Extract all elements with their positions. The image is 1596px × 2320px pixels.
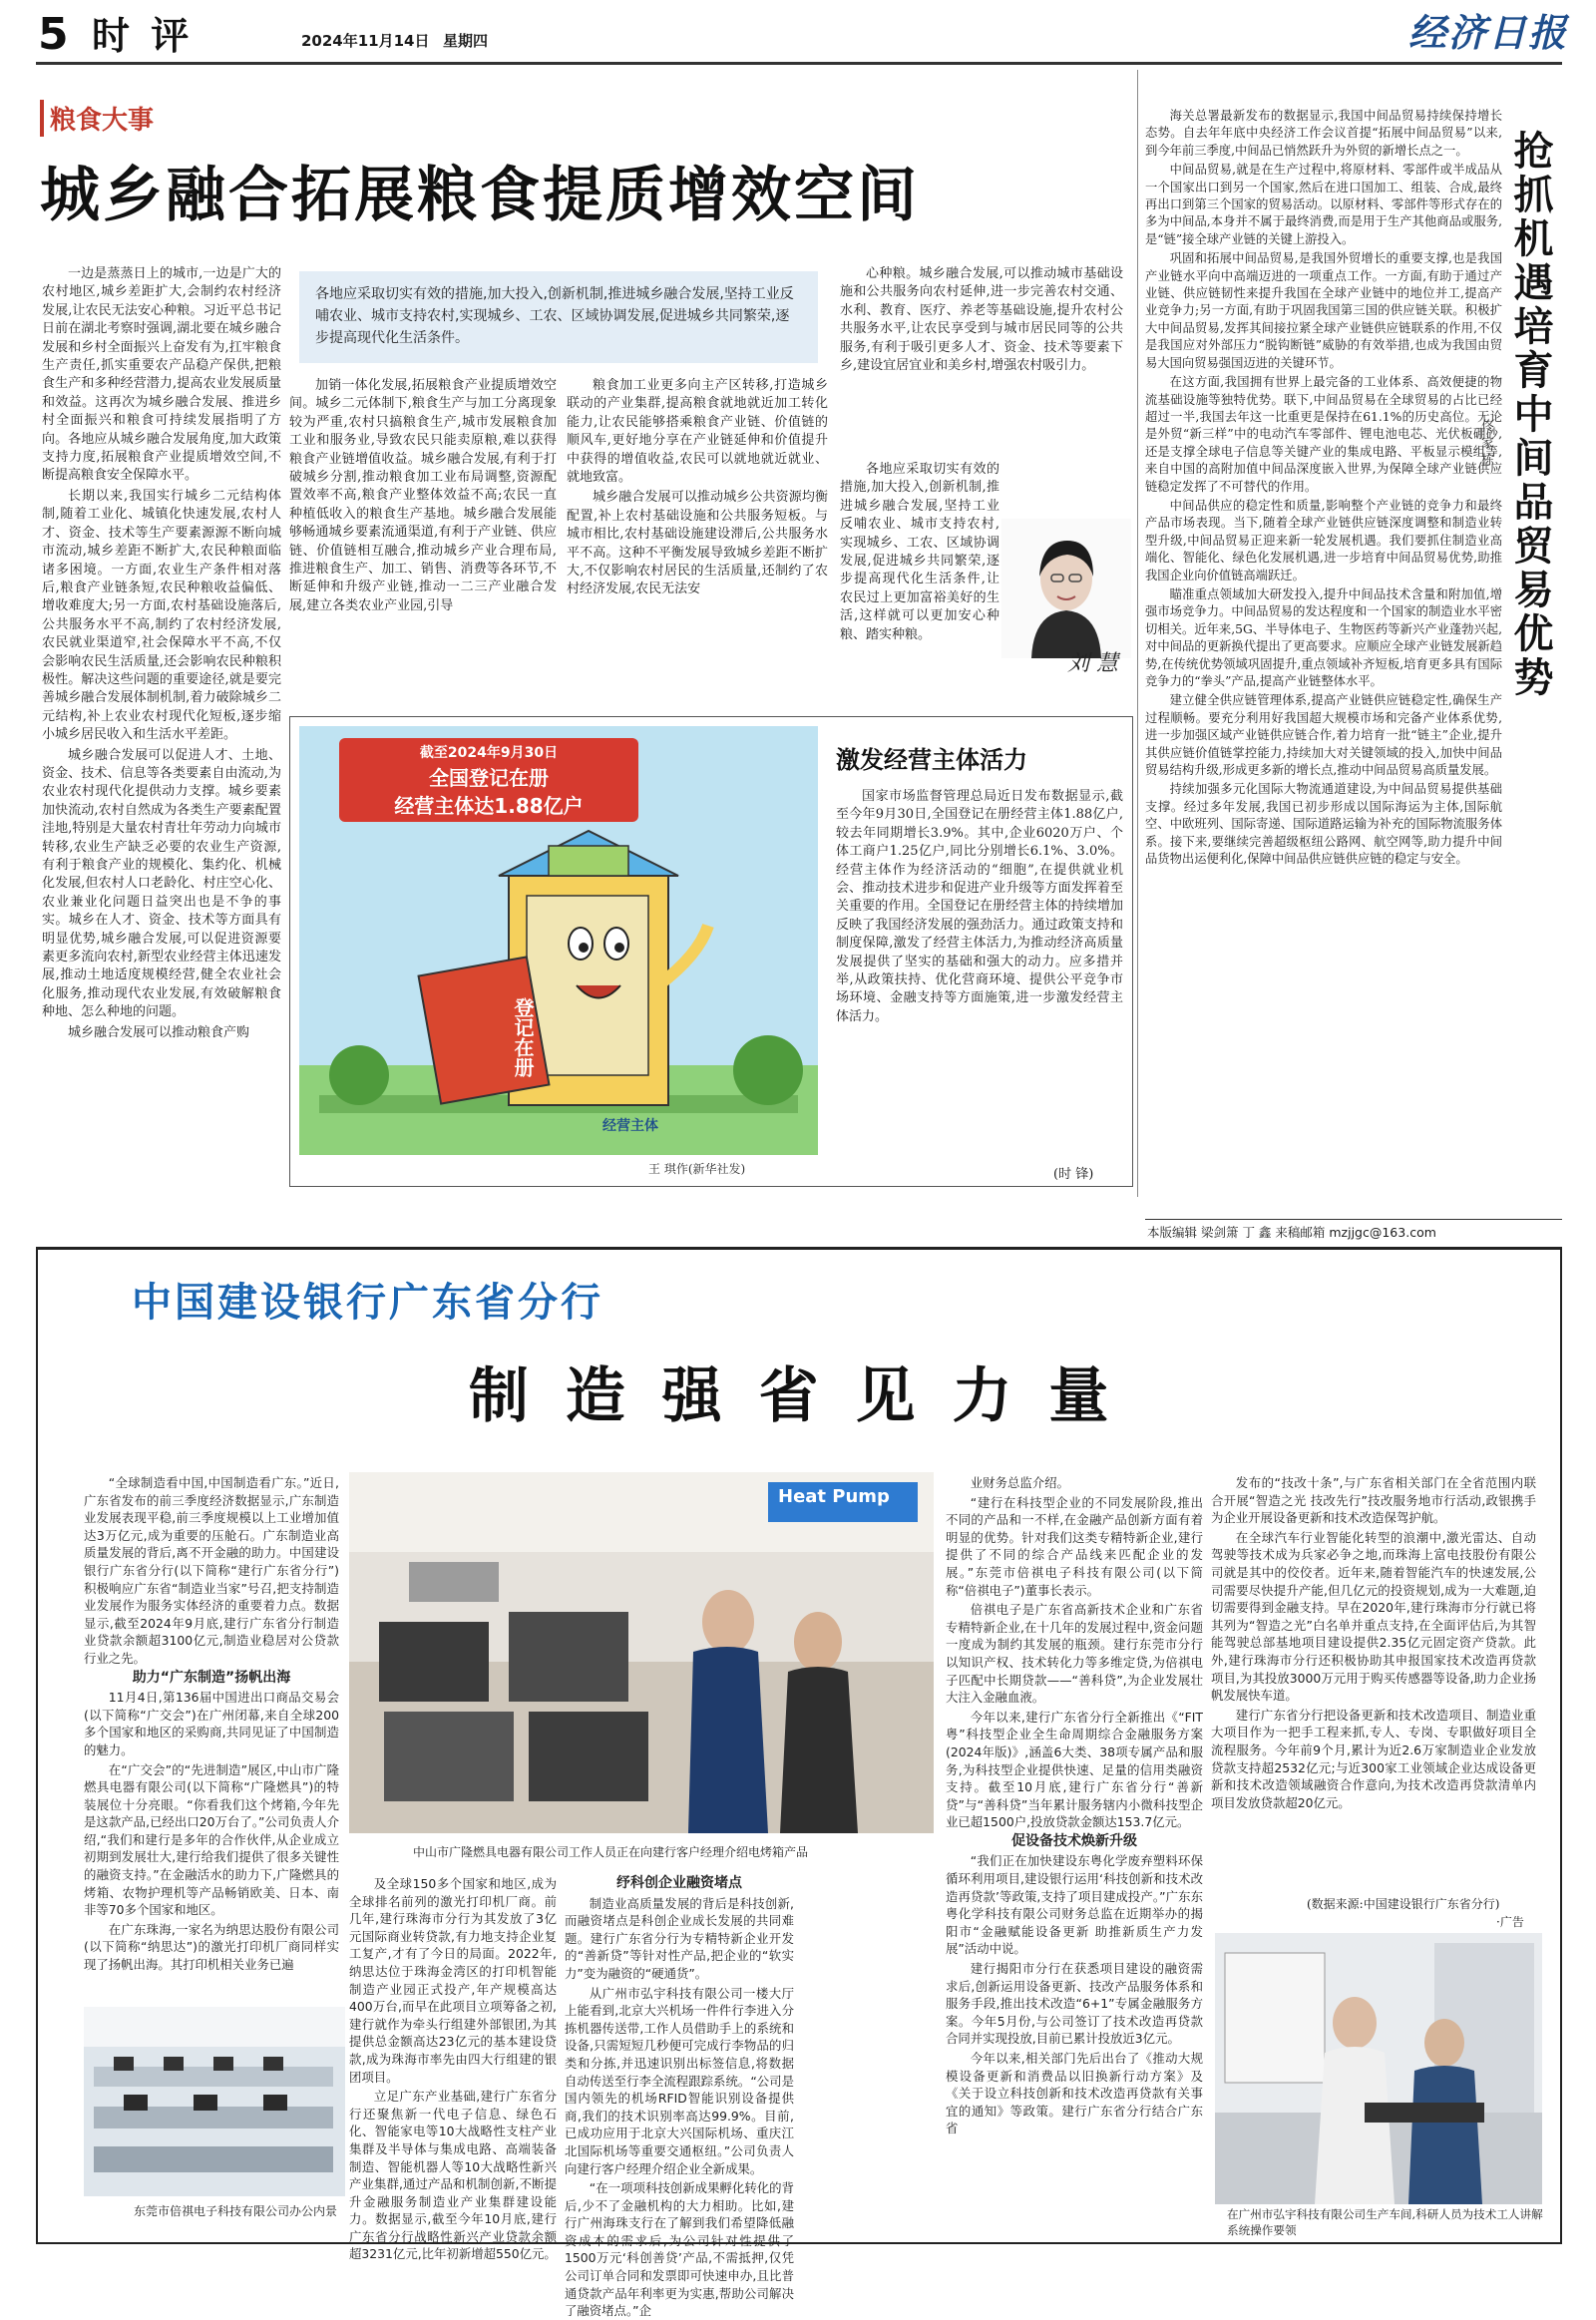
paragraph: 瞄准重点领域加大研发投入,提升中间品技术含量和附加值,增强市场竞争力。中间品贸易的发达程度和一个国家的制造业水平密切相关。近年来,5G、半导体电子、生物医药等新兴产业蓬勃兴起,对中间品的更新换代提出了更高要求。应顺应全球产业链发展新趋势,在传统优势领域巩固提升,重点领域补齐短板,培育更多具有国际竞争力的“拳头”产品,提高产业链整体水平。 bbox=[1145, 586, 1502, 688]
paragraph: 建行广东省分行把设备更新和技术改造项目、制造业重大项目作为一把手工程来抓,专人、专岗、专职做好项目全流程服务。今年前9个月,累计为近2.6万家制造业企业发放贷款支持超2532亿元;与近300家工业领域企业达成设备更新和技术改造领域融资合作意向,为技术改造再贷款清单内项目发放贷款超20亿元。 bbox=[1211, 1707, 1536, 1810]
paragraph: 海关总署最新发布的数据显示,我国中间品贸易持续保持增长态势。自去年年底中央经济工作会议首提“拓展中间品贸易”以来,到今年前三季度,中间品已悄然跃升为外贸的新增长点之一。 bbox=[1145, 109, 1502, 158]
ad-headline: 制 造 强 省 见 力 量 bbox=[469, 1361, 1117, 1431]
ad-frame-left bbox=[36, 1247, 38, 2244]
paragraph: 持续加强多元化国际大物流通道建设,为中间品贸易提供基础支撑。经过多年发展,我国已初步形成以国际海运为主体,国际航空、中欧班列、国际寄递、国际道路运输为补充的国际物流服务体系。接下来,要继续完善超级枢纽公路网、航空网等,助力提升中间品货物出运便利化,保障中间品供应链供应链的稳定与安全。 bbox=[1145, 782, 1502, 867]
photo-trade-fair-caption: 中山市广隆燃具电器有限公司工作人员正在向建行客户经理介绍电烤箱产品 bbox=[413, 1845, 809, 1859]
editors-rule bbox=[1145, 1219, 1562, 1220]
photo-trade-fair bbox=[349, 1472, 934, 1833]
lede-box bbox=[299, 271, 818, 363]
cartoon-banner-line2: 全国登记在册 bbox=[429, 766, 549, 790]
paragraph: “在一项项科技创新成果孵化转化的背后,少不了金融机构的大力相助。比如,建行广州海珠支行在了解到我们希望降低融资成本的需求后,为公司针对性提供了1500万元‘科创善贷’产品,不需抵押,仅凭公司订单合同和发票即可快速申办,且比普通贷款产品年利率更为实惠,帮助公司解决了融资堵点。”企 bbox=[565, 2180, 794, 2319]
paragraph: 建立健全供应链管理体系,提高产业链供应链稳定性,确保生产过程顺畅。要充分利用好我国超大规模市场和完备产业体系优势,进一步加强区域产业链供应链合作,着力培育一批“链主”企业,提升其供应链价值链掌控能力,持续加大对关键领域的投入,加快中间品贸易结构升级,形成更多新的增长点,推动中间品贸易高质量发展。 bbox=[1145, 693, 1502, 778]
paragraph: 加销一体化发展,拓展粮食产业提质增效空间。城乡二元体制下,粮食生产与加工分离现象较为严重,农村只搞粮食生产,城市发展粮食加工业和服务业,导致农民只能卖原粮,难以获得粮食产业链增值收益。城乡融合发展,有利于打破城乡分割,推动粮食加工业布局调整,资源配置效率不高,粮食产业整体效益不高;农民一直种植低收入的粮食生产基地。城乡融合发展能够畅通城乡要素流通渠道,有利于产业链、供应链、价值链相互融合,推动城乡产业合理布局,推进粮食生产、加工、销售、消费等各环节,不断延伸和升级产业链,推动一二三产业融合发展,建立各类农业产业园,引导 bbox=[289, 378, 557, 613]
top-headline: 城乡融合拓展粮食提质增效空间 bbox=[40, 161, 920, 230]
ad-mark: ·广告 bbox=[1496, 1915, 1524, 1929]
cartoon-banner-line3: 经营主体达1.88亿户 bbox=[394, 794, 584, 818]
paragraph: 建行揭阳市分行在获悉项目建设的融资需求后,创新运用设备更新、技改产品服务体系和服务手段,推出技术改造“6+1”专属金融服务方案。今年5月份,与公司签订了技术改造再贷款合同并实现投放,目前已累计投放近3亿元。 bbox=[946, 1961, 1203, 2047]
side-author: 佟 家 栋 bbox=[1478, 419, 1493, 467]
paragraph: 在全球汽车行业智能化转型的浪潮中,激光雷达、自动驾驶等技术成为兵家必争之地,而珠海上富电技股份有限公司就是其中的佼佼者。近年来,随着智能汽车的快速发展,公司需要尽快提升产能,但几亿元的投资规划,成为一大难题,迫切需要得到金融支持。早在2020年,建行珠海市分行就已将其列为“智造之光”白名单并重点支持,在全面评估后,为其智能驾驶总部基地项目建设提供2.35亿元固定资产贷款。此外,建行珠海市分行还积极协助其申报国家技术改造再贷款项目,为其投放3000万元用于购买传感器等设备,助力企业扬帆发展快车道。 bbox=[1211, 1529, 1536, 1704]
subhead-tech-finance: 纾科创企业融资堵点 bbox=[616, 1875, 742, 1891]
paragraph: 今年以来,建行广东省分行全新推出《“FIT粤”科技型企业全生命周期综合金融服务方案(2024年版)》,涵盖6大类、38项专属产品和服务,为科技型企业提供快速、足量的信用类融资支持。截至10月底,建行广东省分行“善新贷”与“善科贷”当年累计服务辖内小微科技型企业已超1500户,投放贷款金额达153.7亿元。 bbox=[946, 1709, 1203, 1830]
author-portrait bbox=[1001, 519, 1131, 658]
side-headline: 抢抓机遇培育中间品贸易优势 bbox=[1507, 130, 1553, 700]
ad-frame-bottom bbox=[36, 2242, 1562, 2244]
feature-text bbox=[836, 788, 1123, 1147]
paragraph: 业财务总监介绍。 bbox=[970, 1475, 1069, 1490]
cartoon-credit: 王 琪作(新华社发) bbox=[648, 1162, 746, 1176]
cartoon-banner-line1: 截至2024年9月30日 bbox=[419, 745, 559, 761]
top-article-col4 bbox=[840, 265, 1123, 385]
paragraph: 发布的“技改十条”,与广东省相关部门在全省范围内联合开展“智造之光 技改先行”技改服务地市行活动,政银携手为企业开展设备更新和技术改造保驾护航。 bbox=[1211, 1475, 1536, 1526]
issue-weekday: 星期四 bbox=[443, 32, 489, 50]
paragraph: 立足广东产业基础,建行广东省分行还聚焦新一代电子信息、绿色石化、智能家电等10大战略性支柱产业集群及半导体与集成电路、高端装备制造、智能机器人等10大战略性新兴产业集群,通过产品和机制创新,不断提升金融服务制造业产业集群建设能力。数据显示,截至今年10月底,建行广东省分行战略性新兴产业贷款余额超3231亿元,比年初新增超550亿元。 bbox=[349, 2089, 557, 2262]
subhead-export: 助力“广东制造”扬帆出海 bbox=[132, 1669, 291, 1686]
ad-frame-top bbox=[36, 1247, 1562, 1250]
paragraph: 今年以来,相关部门先后出台了《推动大规模设备更新和消费品以旧换新行动方案》及《关于设立科技创新和技术改造再贷款有关事宜的通知》等政策。建行广东省分行结合广东省 bbox=[946, 2051, 1203, 2136]
paragraph: 心种粮。城乡融合发展,可以推动城市基础设施和公共服务向农村延伸,进一步完善农村交通、水利、教育、医疗、养老等基础设施,提升农村公共服务水平,让农民享受到与城市居民同等的公共服务,有利于吸引更多人才、资金、技术等要素下乡,建设宜居宜业和美乡村,增强农村吸引力。 bbox=[840, 266, 1123, 374]
photo-workshop bbox=[1215, 1933, 1542, 2204]
paragraph: 11月4日,第136届中国进出口商品交易会(以下简称“广交会”)在广州闭幕,来自全球200多个国家和地区的采购商,共同见证了中国制造的魅力。 bbox=[84, 1690, 339, 1757]
photo-workshop-caption: 在广州市弘宇科技有限公司生产车间,科研人员为技术工人讲解系统操作要领 bbox=[1227, 2207, 1543, 2237]
subhead-equipment: 促设备技术焕新升级 bbox=[1011, 1832, 1137, 1849]
paragraph: 制造业高质量发展的背后是科技创新,而融资堵点是科创企业成长发展的共同难题。建行广东省分行为专精特新企业开发的“善新贷”等针对性产品,把企业的“软实力”变为融资的“硬通货”。 bbox=[565, 1895, 794, 1981]
vertical-divider bbox=[1137, 70, 1138, 1197]
top-article-col3 bbox=[567, 377, 828, 686]
ad-col4 bbox=[946, 1474, 1203, 2212]
section-name: 时 评 bbox=[92, 13, 194, 58]
column-tag bbox=[40, 100, 154, 137]
masthead-rule bbox=[36, 62, 1562, 65]
page-number: 5 bbox=[38, 9, 69, 60]
photo-trade-fair-sign: Heat Pump bbox=[778, 1486, 890, 1507]
ad-frame-right bbox=[1560, 1247, 1562, 2244]
side-article-text bbox=[1145, 108, 1502, 1213]
ad-col2 bbox=[349, 1875, 557, 2262]
paragraph: 国家市场监督管理总局近日发布数据显示,截至今年9月30日,全国登记在册经营主体1.88亿户,较去年同期增长3.9%。其中,企业6020万户、个体工商户1.25亿户,同比分别增长6.1%、3.0%。经营主体作为经济活动的“细胞”,在提供就业机会、推动技术进步和促进产业升级等方面发挥着至关重要的作用。全国登记在册经营主体的持续增加反映了我国经济发展的强劲活力。通过政策支持和制度保障,激发了经营主体活力,为推动经济高质量发展提供了坚实的基础和强大的动力。应多措并举,从政策扶持、优化营商环境、提供公平竞争市场环境、金融支持等方面施策,进一步激发经营主体活力。 bbox=[836, 789, 1123, 1024]
author-signature: 刘 慧 bbox=[1067, 651, 1118, 676]
paragraph: 从广州市弘宇科技有限公司一楼大厅上能看到,北京大兴机场一件件行李进入分拣机器传送带,工作人员借助手上的系统和设备,只需短短几秒便可完成行李物品的归类和分拣,并迅速识别出标签信息,将数据自动传送至行李全流程跟踪系统。“公司是国内领先的机场RFID智能识别设备提供商,我们的技术识别率高达99.9%。目前,已成功应用于北京大兴国际机场、重庆江北国际机场等重要交通枢纽。”公司负责人向建行客户经理介绍企业全新成果。 bbox=[565, 1985, 794, 2176]
column-tag-label: 粮食大事 bbox=[50, 106, 155, 136]
cartoon-building-label: 经营主体 bbox=[602, 1118, 658, 1134]
paragraph: 在“广交会”的“先进制造”展区,中山市广隆燃具电器有限公司(以下简称“广隆燃具”)的特装展位十分亮眼。“你看我们这个烤箱,今年先是这款产品,已经出口20万台了。”公司负责人介绍,“我们和建行是多年的合作伙伴,从企业成立初期到发展壮大,建行给我们提供了很多关键性的融资支持。”在金融活水的助力下,广隆燃具的烤箱、农物护理机等产品畅销欧美、日本、南非等70多个国家和地区。 bbox=[84, 1761, 339, 1918]
top-article-col2 bbox=[289, 377, 557, 686]
paragraph: 城乡融合发展可以推动城乡公共资源均衡配置,补上农村基础设施和公共服务短板。与城市相比,农村基础设施建设滞后,公共服务水平不高。这种不平衡发展导致城乡差距不断扩大,不仅影响农村居民的生活质量,还制约了农村经济发展,农民无法安 bbox=[567, 490, 828, 597]
paragraph: “全球制造看中国,中国制造看广东。”近日,广东省发布的前三季度经济数据显示,广东制造业发展表现平稳,前三季度规模以上工业增加值达3万亿元,成为重要的压舱石。广东制造业高质量发展的背后,离不开金融的助力。中国建设银行广东省分行(以下简称“建行广东省分行”)积极响应广东省“制造业当家”号召,把支持制造业发展作为服务实体经济的重要着力点。数据显示,截至2024年9月底,建行广东省分行制造业贷款余额超3100亿元,制造业稳居对公贷款行业之先。 bbox=[84, 1475, 339, 1666]
paragraph: 城乡融合发展可以推动粮食产购 bbox=[68, 1024, 250, 1040]
paragraph: 在这方面,我国拥有世界上最完备的工业体系、高效便捷的物流基础设施等独特优势。联下,中间品贸易在全球贸易的占比已经超过一半,我国去年这一比重更是保持在61.1%的历史高位。无论是外贸“新三样”中的电动汽车零部件、锂电池电芯、光伏板硼砂,还是支撑全球电子信息等关键产业的集成电路、平板显示模组等,来自中国的高附加值中间品深度嵌入世界,为保障全球产业链供应链稳定发挥了不可替代的作用。 bbox=[1145, 375, 1502, 494]
ad-col5 bbox=[1211, 1474, 1536, 1893]
paragraph: 中间品贸易,就是在生产过程中,将原材料、零部件或半成品从一个国家出口到另一个国家,然后在进口国加工、组装、合成,最终再出口到第三个国家的贸易活动。以原材料、零部件等形式存在的多为中间品,本身并不属于最终消费,而是用于生产其他商品或服务,是“链”接全球产业链的关键上游投入。 bbox=[1145, 163, 1502, 246]
paragraph: 一边是蒸蒸日上的城市,一边是广大的农村地区,城乡差距扩大,会制约农村经济发展,让农民无法安心种粮。习近平总书记日前在湖北考察时强调,湖北要在城乡融合发展和乡村全面振兴上奋发有为,扛牢粮食生产责任,抓实重要农产品稳产保供,把粮食生产和多种经营潜力,提高农业发展质量和效益。这再次为城乡融合发展、推进乡村全面振兴和粮食可持续发展指明了方向。各地应从城乡融合发展角度,加大政策支持力度,拓展粮食产业提质增效空间,不断提高粮食安全保障水平。 bbox=[42, 266, 281, 484]
ad-col3 bbox=[565, 1875, 794, 2319]
paragraph: 中间品供应的稳定性和质量,影响整个产业链的竞争力和最终产品市场表现。当下,随着全球产业链供应链深度调整和制造业转型升级,中间品贸易正迎来新一轮发展机遇。我们要抓住制造业高端化、智能化、绿色化发展机遇,进一步培育中间品贸易优势,助推我国企业向价值链高端跃迁。 bbox=[1145, 498, 1502, 582]
paragraph: 倍祺电子是广东省高新技术企业和广东省专精特新企业,在十几年的发展过程中,资金问题一度成为制约其发展的瓶颈。建行东莞市分行以知识产权、技术转化力等多维定贷,为倍祺电子匹配中长期贷款——“善科贷”,为企业发展壮大注入金融血液。 bbox=[946, 1602, 1203, 1706]
paragraph: 各地应采取切实有效的措施,加大投入,创新机制,推进城乡融合发展,坚持工业反哺农业、城市支持农村,实现城乡、工农、区域协调发展,促进城乡共同繁荣,逐步提高现代化生活条件,让农民过上更加富裕美好的生活,这样就可以更加安心种粮、踏实种粮。 bbox=[840, 462, 999, 642]
issue-date: 2024年11月14日 bbox=[301, 32, 430, 50]
feature-author: (时 锋) bbox=[1053, 1167, 1094, 1182]
cartoon-book-text: 登记在册 bbox=[511, 997, 535, 1077]
paper-logo: 经济日报 bbox=[1408, 10, 1569, 55]
paragraph: “建行在科技型企业的不同发展阶段,推出不同的产品和一不样,在金融产品创新方面有着明显的优势。针对我们这类专精特新企业,建行提供了不同的综合产品线来匹配企业的发展。”东莞市倍祺电子科技有限公司(以下简称“倍祺电子”)董事长表示。 bbox=[946, 1494, 1203, 1598]
ad-data-source: (数据来源:中国建设银行广东省分行) bbox=[1307, 1897, 1500, 1911]
paragraph: 在广东珠海,一家名为纳思达股份有限公司(以下简称“纳思达”)的激光打印机厂商同样实现了扬帆出海。其打印机相关业务已遍 bbox=[84, 1921, 339, 1973]
paragraph: 粮食加工业更多向主产区转移,打造城乡联动的产业集群,提高粮食就地就近加工转化能力,让农民能够搭乘粮食产业链、价值链的顺风车,更好地分享在产业链延伸和价值提升中获得的增值收益,农民可以就地就近就业、就地致富。 bbox=[567, 378, 828, 486]
paragraph: 巩固和拓展中间品贸易,是我国外贸增长的重要支撑,也是我国产业链水平向中高端迈进的一项重点工作。一方面,有助于通过产业链、供应链韧性来提升我国在全球产业链中的地位并工,提高产业竞争力;另一方面,有助于巩固我国第三国的供应链关联。积极扩大中间品贸易,发挥其间接拉紧全球产业链供应链联系的作用,不仅是我国应对外部压力“脱钩断链”威胁的有效举措,也成为我国由贸易大国向贸易强国迈进的关键环节。 bbox=[1145, 251, 1502, 370]
paragraph: 城乡融合发展可以促进人才、土地、资金、技术、信息等各类要素自由流动,为农业农村现代化提供动力支撑。城乡要素加快流动,农村自然成为各类生产要素配置洼地,特别是大量农村青壮年劳动力向城市转移,农业生产缺乏必要的农业生产资源,有利于粮食产业的规模化、集约化、机械化发展,但农村人口老龄化、村庄空心化、农业兼业化问题日益突出也是不争的事实。城乡在人才、资金、技术等方面具有明显优势,城乡融合发展,可以促进资源要素更多流向农村,新型农业经营主体迅速发展,推动土地适度规模经营,健全农业社会化服务,推动现代农业发展,有效破解粮食种地、怎么种地的问题。 bbox=[42, 747, 281, 1020]
photo-office bbox=[84, 2007, 345, 2196]
ad-bank-name: 中国建设银行广东省分行 bbox=[132, 1280, 603, 1326]
paragraph: 长期以来,我国实行城乡二元结构体制,随着工业化、城镇化快速发展,农村人才、资金、技术等生产要素源源不断向城市流动,城乡差距不断扩大,农民种粮面临诸多困境。一方面,农业生产条件相对落后,粮食产业链条短,农民种粮收益偏低、增收难度大;另一方面,农村基础设施落后,公共服务水平不高,制约了农村经济发展,农民就业渠道窄,社会保障水平不高,不仅会影响农民生活质量,还会影响农民种粮积极性。解决这些问题的重要途径,就是要完善城乡融合发展体制机制,着力破除城乡二元结构,补上农业农村现代化短板,逐步缩小城乡居民收入和生活水平差距。 bbox=[42, 488, 281, 743]
editors-line: 本版编辑 梁剑箫 丁 鑫 来稿邮箱 mzjjgc@163.com bbox=[1147, 1225, 1436, 1240]
photo-office-caption: 东莞市倍祺电子科技有限公司办公内景 bbox=[134, 2204, 338, 2218]
paragraph: 及全球150多个国家和地区,成为全球排名前列的激光打印机厂商。前几年,建行珠海市分行为其发放了3亿元国际商业转贷款,有力地支持企业复工复产,才有了今日的局面。2022年,纳思达位于珠海金湾区的打印机智能制造产业园正式投产,年产规模高达400万台,而早在此项目立项筹备之初,建行就作为牵头行组建外部银团,为其提供总金额高达23亿元的基本建设贷款,成为珠海市率先由四大行组建的银团项目。 bbox=[349, 1876, 557, 2085]
feature-title: 激发经营主体活力 bbox=[836, 745, 1027, 774]
top-article-col1 bbox=[42, 265, 281, 1313]
top-article-col4-lower bbox=[840, 461, 999, 690]
paragraph: “我们正在加快建设东粤化学废弃塑料环保循环利用项目,建设银行运用‘科技创新和技术改造再贷款’等政策,支持了项目建成投产。”广东东粤化学科技有限公司财务总监在近期举办的揭阳市“金融赋能设备更新 助推新质生产力发展”活动中说。 bbox=[946, 1853, 1203, 1957]
lede-text: 各地应采取切实有效的措施,加大投入,创新机制,推进城乡融合发展,坚持工业反哺农业、城市支持农村,实现城乡、工农、区域协调发展,促进城乡共同繁荣,逐步提高现代化生活条件。 bbox=[315, 286, 794, 346]
